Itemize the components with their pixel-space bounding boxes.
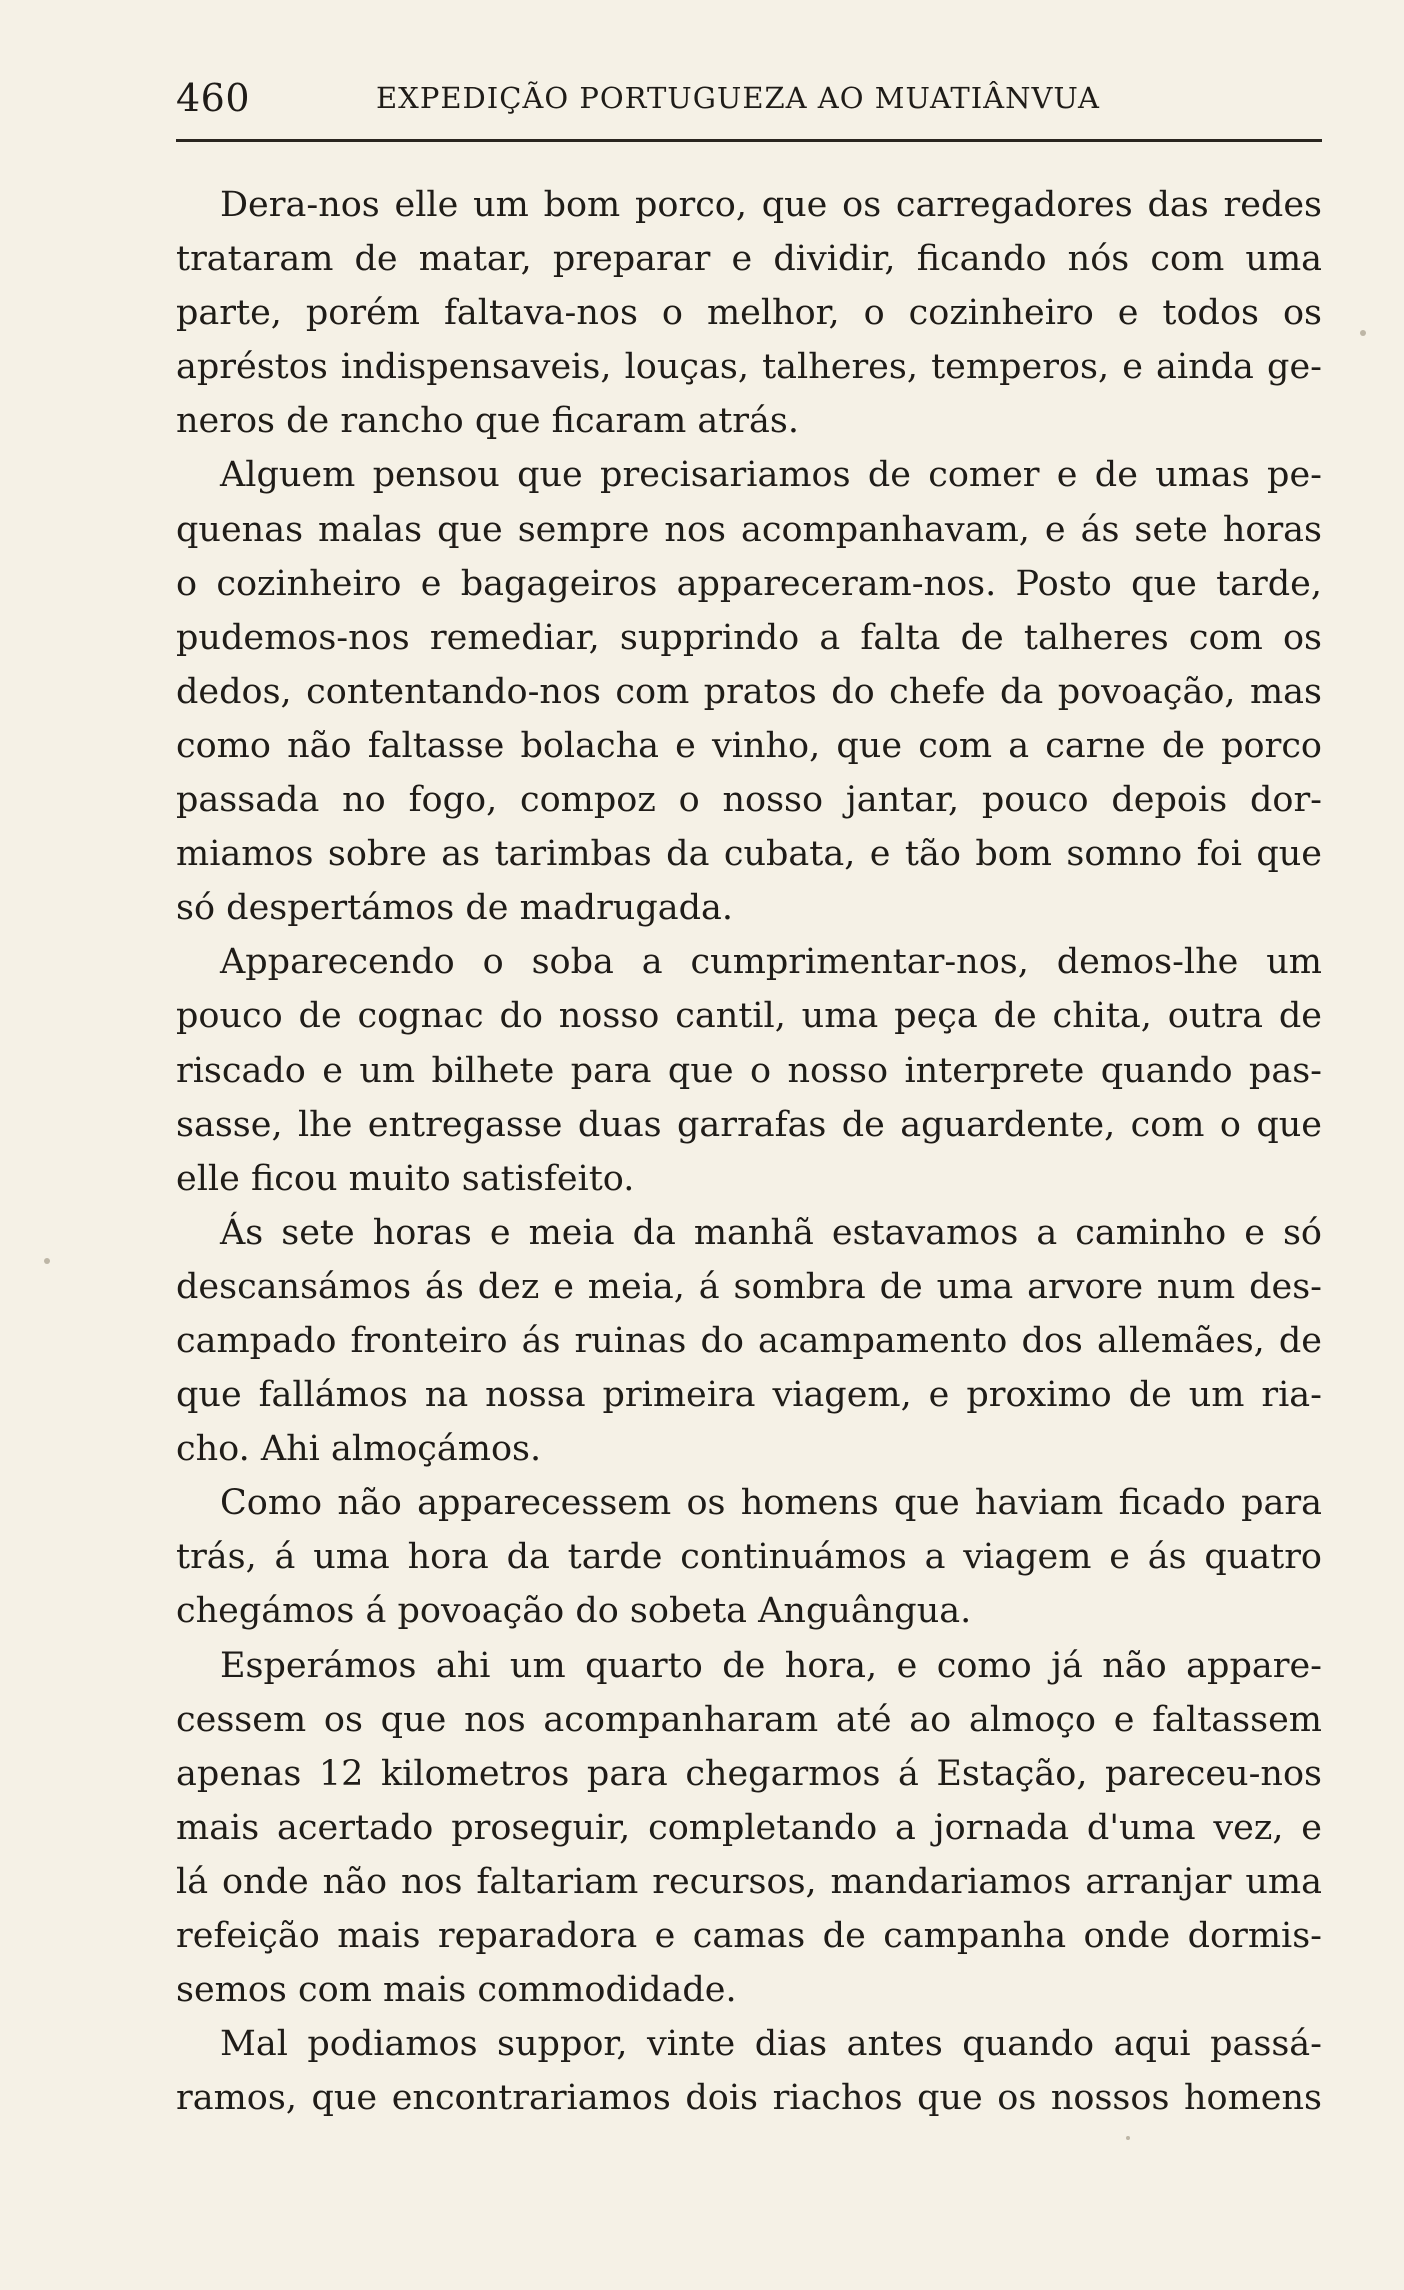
text-line: Mal podiamos suppor, vinte dias antes quando aqui passá- bbox=[220, 2024, 1322, 2065]
text-line: pudemos-nos remediar, supprindo a falta de talheres com os bbox=[176, 617, 1322, 658]
text-line: semos com mais commodidade. bbox=[176, 1970, 737, 2011]
text-line: apenas 12 kilometros para chegarmos á Estação, pareceu-nos bbox=[176, 1753, 1322, 1794]
text-line: dedos, contentando-nos com pratos do chefe da povoação, mas bbox=[176, 671, 1322, 712]
paragraph bbox=[176, 178, 1322, 448]
text-line: Dera-nos elle um bom porco, que os carregadores das redes bbox=[220, 185, 1322, 225]
page-header bbox=[176, 70, 1320, 126]
running-title: EXPEDIÇÃO PORTUGUEZA AO MUATIÂNVUA bbox=[376, 81, 1100, 115]
text-line: neros de rancho que ficaram atrás. bbox=[176, 401, 799, 442]
text-line: miamos sobre as tarimbas da cubata, e tão bom somno foi que bbox=[176, 834, 1322, 875]
page-number: 460 bbox=[176, 76, 251, 120]
text-line: o cozinheiro e bagageiros appareceram-nos. Posto que tarde, bbox=[176, 563, 1322, 604]
text-line: refeição mais reparadora e camas de campanha onde dormis- bbox=[176, 1916, 1322, 1956]
text-line: lá onde não nos faltariam recursos, mandariamos arranjar uma bbox=[176, 1861, 1322, 1902]
text-line: descansámos ás dez e meia, á sombra de uma arvore num des- bbox=[176, 1266, 1322, 1307]
text-line: mais acertado proseguir, completando a jornada d'uma vez, e bbox=[176, 1807, 1322, 1848]
text-line: Como não apparecessem os homens que haviam ficado para bbox=[220, 1483, 1322, 1524]
paragraph bbox=[176, 448, 1322, 935]
text-line: elle ficou muito satisfeito. bbox=[176, 1158, 635, 1199]
text-line: sasse, lhe entregasse duas garrafas de aguardente, com o que bbox=[176, 1104, 1322, 1145]
paragraph bbox=[176, 2017, 1322, 2125]
text-line: pouco de cognac do nosso cantil, uma peça de chita, outra de bbox=[176, 996, 1322, 1037]
text-line: trataram de matar, preparar e dividir, ficando nós com uma bbox=[176, 239, 1322, 280]
text-line: cessem os que nos acompanharam até ao almoço e faltassem bbox=[176, 1699, 1322, 1740]
text-line: cho. Ahi almoçámos. bbox=[176, 1429, 542, 1470]
text-line: só despertámos de madrugada. bbox=[176, 888, 734, 929]
text-line: quenas malas que sempre nos acompanhavam, e ás sete horas bbox=[176, 509, 1322, 550]
text-line: Alguem pensou que precisariamos de comer e de umas pe- bbox=[220, 455, 1322, 496]
text-line: chegámos á povoação do sobeta Anguângua. bbox=[176, 1591, 972, 1632]
paper-speck bbox=[44, 1258, 50, 1264]
paragraph bbox=[176, 935, 1322, 1205]
header-rule bbox=[176, 139, 1322, 142]
text-line: Esperámos ahi um quarto de hora, e como já não appare- bbox=[220, 1645, 1322, 1686]
text-line: trás, á uma hora da tarde continuámos a viagem e ás quatro bbox=[176, 1537, 1322, 1578]
text-line: parte, porém faltava-nos o melhor, o cozinheiro e todos os bbox=[176, 293, 1322, 334]
text-line: que fallámos na nossa primeira viagem, e proximo de um ria- bbox=[176, 1375, 1322, 1416]
text-line: ramos, que encontrariamos dois riachos que os nossos homens bbox=[176, 2078, 1322, 2119]
text-line: apréstos indispensaveis, louças, talheres, temperos, e ainda ge- bbox=[176, 347, 1322, 388]
paper-speck bbox=[1360, 330, 1366, 336]
paragraph bbox=[176, 1639, 1322, 2018]
body-text bbox=[176, 178, 1322, 2125]
text-line: campado fronteiro ás ruinas do acampamento dos allemães, de bbox=[176, 1320, 1322, 1361]
paper-speck bbox=[1126, 2136, 1130, 2140]
text-line: Ás sete horas e meia da manhã estavamos a caminho e só bbox=[220, 1212, 1322, 1253]
text-line: Apparecendo o soba a cumprimentar-nos, demos-lhe um bbox=[220, 942, 1322, 983]
paragraph bbox=[176, 1476, 1322, 1638]
text-line: como não faltasse bolacha e vinho, que com a carne de porco bbox=[176, 725, 1322, 766]
text-line: riscado e um bilhete para que o nosso interprete quando pas- bbox=[176, 1050, 1322, 1091]
paragraph bbox=[176, 1206, 1322, 1476]
text-line: passada no fogo, compoz o nosso jantar, pouco depois dor- bbox=[176, 780, 1322, 821]
